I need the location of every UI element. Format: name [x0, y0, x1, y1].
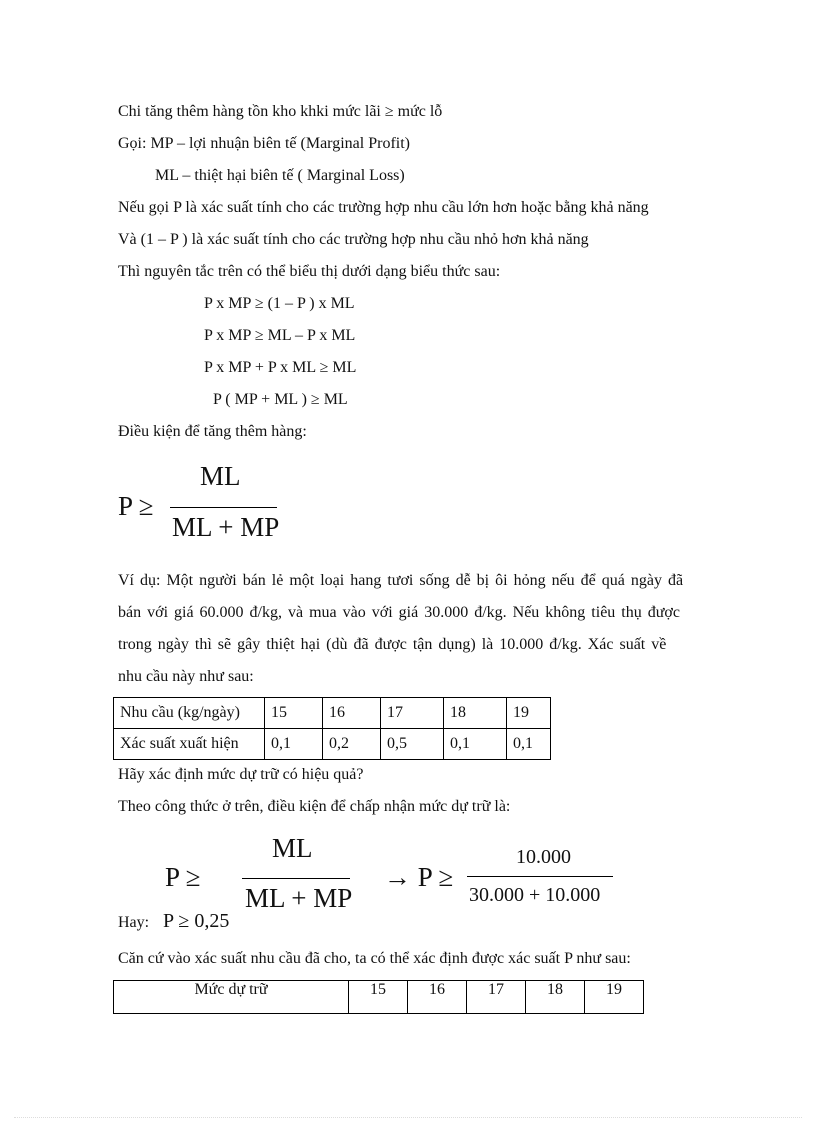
table-cell: 15 [349, 981, 408, 1014]
example-line-3: trong ngày thì sẽ gây thiệt hại (dù đã được tận dụng) là 10.000 đ/kg. Xác suất về [118, 636, 667, 653]
table-cell: 0,2 [323, 729, 381, 760]
formula1-denominator: ML + MP [172, 512, 280, 542]
table-cell: 15 [265, 698, 323, 729]
table-cell: 16 [408, 981, 467, 1014]
table-cell: 0,1 [265, 729, 323, 760]
paragraph-1-p-definition: Và (1 – P ) là xác suất tính cho các trường hợp nhu cầu nhỏ hơn khả năng [118, 231, 589, 248]
example-line-1: Ví dụ: Một người bán lẻ một loại hang tươi sống dễ bị ôi hỏng nếu để quá ngày đã [118, 572, 684, 589]
formula-step-4: P ( MP + ML ) ≥ ML [213, 391, 348, 408]
table-cell: 19 [585, 981, 644, 1014]
table-cell: 19 [507, 698, 551, 729]
table-row [114, 981, 644, 1014]
table-cell: 0,5 [381, 729, 444, 760]
example-line-2: bán với giá 60.000 đ/kg, và mua vào với giá 30.000 đ/kg. Nếu không tiêu thụ được [118, 604, 680, 621]
question-line: Hãy xác định mức dự trữ có hiệu quả? [118, 766, 364, 783]
paragraph-rule: Chi tăng thêm hàng tồn kho khki mức lãi ≥ mức lỗ [118, 103, 443, 120]
formula2-denominator-value: 30.000 + 10.000 [469, 884, 601, 906]
hay-label: Hay: [118, 914, 150, 931]
formula-intro-line: Theo công thức ở trên, điều kiện để chấp nhận mức dự trữ là: [118, 798, 511, 815]
formula2-arrow: → P ≥ [384, 862, 454, 892]
formula1-numerator: ML [200, 461, 241, 491]
formula1-fraction-bar [170, 507, 277, 508]
example-line-4: nhu cầu này như sau: [118, 668, 254, 685]
formula-step-3: P x MP + P x ML ≥ ML [204, 359, 357, 376]
table-cell: 17 [381, 698, 444, 729]
table-cell: 18 [526, 981, 585, 1014]
page-bottom-divider [14, 1117, 802, 1118]
table-cell: Mức dự trữ [114, 981, 349, 1014]
formula2-numerator: ML [272, 833, 313, 863]
paragraph-expression-intro: Thì nguyên tắc trên có thể biểu thị dưới dạng biểu thức sau: [118, 263, 501, 280]
table-cell: Xác suất xuất hiện [114, 729, 265, 760]
paragraph-definition-ml: ML – thiệt hại biên tế ( Marginal Loss) [155, 167, 405, 184]
formula-step-1: P x MP ≥ (1 – P ) x ML [204, 295, 355, 312]
table-cell: 18 [444, 698, 507, 729]
table-cell: 17 [467, 981, 526, 1014]
paragraph-p-definition: Nếu gọi P là xác suất tính cho các trường hợp nhu cầu lớn hơn hoặc bằng khả năng [118, 199, 649, 216]
stock-level-table [113, 980, 644, 1014]
table-row [114, 698, 551, 729]
table-row [114, 729, 551, 760]
paragraph-condition: Điều kiện để tăng thêm hàng: [118, 423, 307, 440]
formula2-fraction-bar [242, 878, 350, 879]
demand-probability-table [113, 697, 551, 760]
formula2-numerator-value: 10.000 [516, 846, 571, 868]
hay-result: P ≥ 0,25 [163, 910, 230, 932]
table-cell: 0,1 [507, 729, 551, 760]
table-cell: Nhu cầu (kg/ngày) [114, 698, 265, 729]
formula2-denominator: ML + MP [245, 883, 353, 913]
table-cell: 16 [323, 698, 381, 729]
formula2-value-fraction-bar [467, 876, 613, 877]
formula2-lhs: P ≥ [165, 862, 201, 892]
paragraph-definition-mp: Gọi: MP – lợi nhuận biên tế (Marginal Profit) [118, 135, 410, 152]
formula1-lhs: P ≥ [118, 491, 154, 521]
paragraph-determine-p: Căn cứ vào xác suất nhu cầu đã cho, ta có thể xác định được xác suất P như sau: [118, 950, 631, 967]
table-cell: 0,1 [444, 729, 507, 760]
formula-step-2: P x MP ≥ ML – P x ML [204, 327, 356, 344]
